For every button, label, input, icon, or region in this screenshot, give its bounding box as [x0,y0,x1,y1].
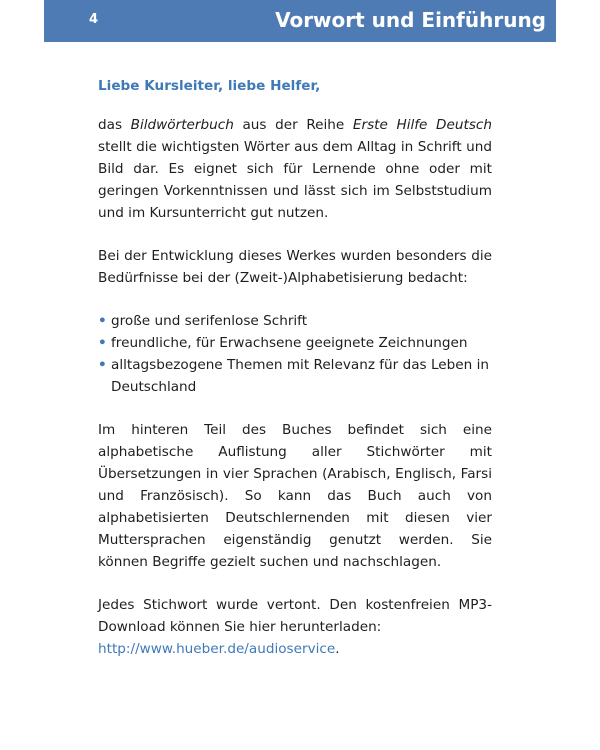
audio-text: Jedes Stichwort wurde vertont. Den kostenfreien MP3-Download können Sie hier herunterladen: [98,597,492,635]
audioservice-link[interactable]: http://www.hueber.de/audioservice [98,641,336,657]
page-header [44,0,556,42]
list-item [98,310,492,332]
link-period: . [335,641,340,657]
page-number: 4 [89,12,99,27]
list-item [98,354,492,398]
intro-paragraph [98,114,492,224]
audio-paragraph [98,594,492,660]
book-title: Bildwörterbuch [130,117,234,133]
intro-text-3: stellt die wichtigsten Wörter aus dem Alltag in Schrift und Bild dar. Es eignet sich für Lernende ohne oder mit geringen Vorkenntnissen und lässt sich im Selbststudium und im Kursunterricht gut nutzen. [98,139,492,221]
salutation: Liebe Kursleiter, liebe Helfer, [98,78,321,94]
intro-text-2: aus der Reihe [233,117,353,133]
series-title: Erste Hilfe Deutsch [352,117,492,133]
list-item-text: alltagsbezogene Themen mit Relevanz für das Leben in Deutschland [111,357,489,395]
needs-paragraph: Bei der Entwicklung dieses Werkes wurden besonders die Bedürfnisse bei der (Zweit-)Alphabetisierung bedacht: [98,248,492,286]
list-item-text: freundliche, für Erwachsene geeignete Zeichnungen [111,335,468,351]
bullet-icon: • [98,335,107,351]
bullet-icon: • [98,357,107,373]
bullet-icon: • [98,313,107,329]
chapter-title: Vorwort und Einführung [275,8,546,32]
page-content [98,75,492,660]
list-item [98,332,492,354]
list-item-text: große und serifenlose Schrift [111,313,308,329]
glossary-paragraph: Im hinteren Teil des Buches befindet sich eine alphabetische Auflistung aller Stichwörter mit Übersetzungen in vier Sprachen (Arabisch, Englisch, Farsi und Französisch). So kann das Buch auch von alphabetisierten Deutschlernenden mit diesen vier Muttersprachen eigenständig genutzt werden. Sie können Begriffe gezielt suchen und nachschlagen. [98,422,492,570]
feature-list [98,310,492,398]
intro-text-1: das [98,117,131,133]
